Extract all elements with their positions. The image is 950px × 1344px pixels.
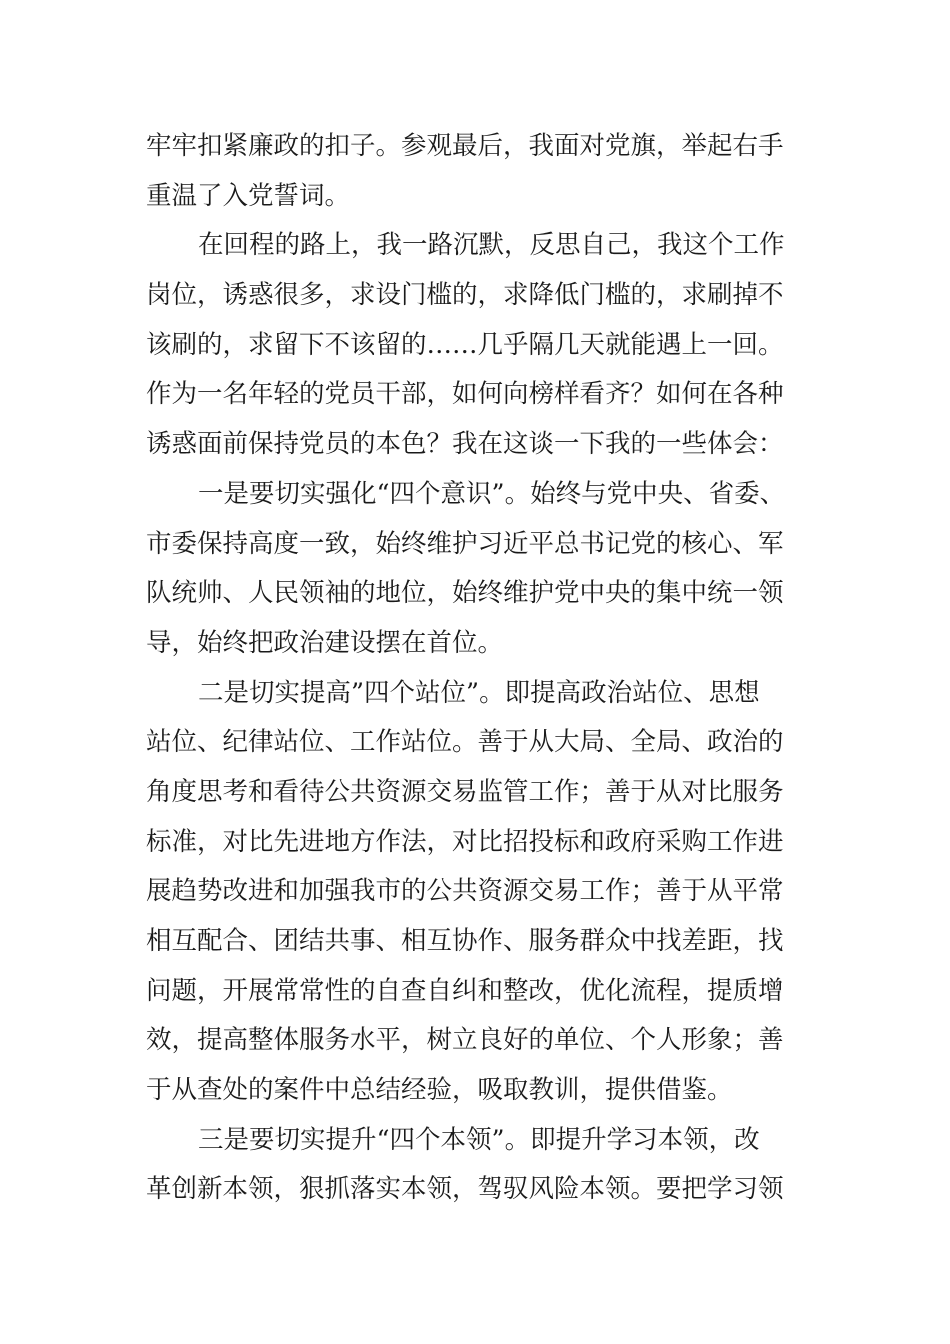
text-line: 一是要切实强化“四个意识”。始终与党中央、省委、 <box>198 478 786 509</box>
text-line: 角度思考和看待公共资源交易监管工作；善于从对比服务 <box>146 776 784 807</box>
text-line: 于从查处的案件中总结经验，吸取教训，提供借鉴。 <box>146 1075 733 1106</box>
text-line: 三是要切实提升“四个本领”。即提升学习本领，改 <box>198 1124 760 1155</box>
text-line: 在回程的路上，我一路沉默，反思自己，我这个工作 <box>198 230 785 261</box>
text-line: 作为一名年轻的党员干部，如何向榜样看齐？如何在各种 <box>146 379 784 410</box>
text-line: 市委保持高度一致，始终维护习近平总书记党的核心、军 <box>146 528 784 559</box>
text-line: 导，始终把政治建设摆在首位。 <box>146 627 504 658</box>
text-line: 队统帅、人民领袖的地位，始终维护党中央的集中统一领 <box>146 578 784 609</box>
text-line: 牢牢扣紧廉政的扣子。参观最后，我面对党旗，举起右手 <box>146 131 784 161</box>
text-line: 二是切实提高”四个站位”。即提高政治站位、思想 <box>198 677 760 708</box>
text-line: 岗位，诱惑很多，求设门槛的，求降低门槛的，求刷掉不 <box>146 280 784 311</box>
text-line: 效，提高整体服务水平，树立良好的单位、个人形象；善 <box>146 1025 784 1056</box>
text-line: 问题，开展常常性的自查自纠和整改，优化流程，提质增 <box>146 975 784 1006</box>
text-line: 站位、纪律站位、工作站位。善于从大局、全局、政治的 <box>146 727 784 758</box>
text-line: 标准，对比先进地方作法，对比招投标和政府采购工作进 <box>146 826 784 857</box>
document-body <box>146 122 822 1215</box>
text-line: 该刷的，求留下不该留的……几乎隔几天就能遇上一回。 <box>146 329 784 360</box>
text-line: 展趋势改进和加强我市的公共资源交易工作；善于从平常 <box>146 876 784 907</box>
text-line: 诱惑面前保持党员的本色？我在这谈一下我的一些体会： <box>146 429 784 460</box>
text-line: 重温了入党誓词。 <box>146 180 351 211</box>
text-line: 革创新本领，狠抓落实本领，驾驭风险本领。要把学习领 <box>146 1174 784 1205</box>
text-line: 相互配合、团结共事、相互协作、服务群众中找差距，找 <box>146 926 784 956</box>
